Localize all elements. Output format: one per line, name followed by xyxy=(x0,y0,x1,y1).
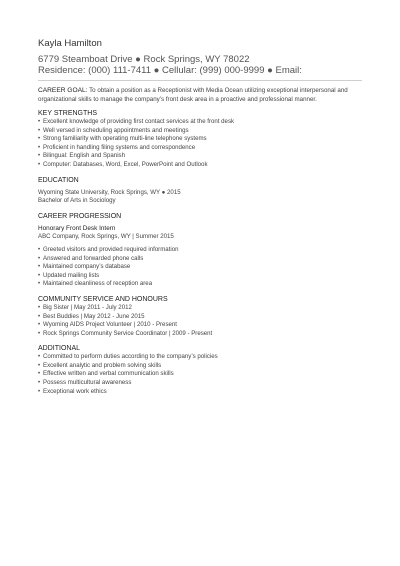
list-item: • Excellent analytic and problem solving skills xyxy=(38,362,362,371)
additional-list xyxy=(38,353,362,396)
career-progression-title: CAREER PROGRESSION xyxy=(38,212,122,220)
community-list xyxy=(38,304,362,338)
list-item: • Committed to perform duties according to the company’s policies xyxy=(38,353,362,362)
list-item: • Bilingual: English and Spanish xyxy=(38,152,362,161)
candidate-name: Kayla Hamilton xyxy=(38,38,102,49)
resume-header xyxy=(38,38,302,76)
header-divider xyxy=(38,80,362,81)
list-item: • Computer: Databases, Word, Excel, PowerPoint and Outlook xyxy=(38,161,362,170)
community-title: COMMUNITY SERVICE AND HONOURS xyxy=(38,295,168,303)
job-title: Honorary Front Desk Intern xyxy=(38,224,116,232)
education-degree: Bachelor of Arts in Sociology xyxy=(38,197,116,205)
career-goal-text: To obtain a position as a Receptionist with Media Ocean utilizing exceptional interpersonal and organizational skills to manage the company’s front desk area in a proactive and professional manner. xyxy=(38,87,348,103)
education-school: Wyoming State University, Rock Springs, WY ● 2015 xyxy=(38,188,181,196)
list-item: • Rock Springs Community Service Coordinator | 2009 - Present xyxy=(38,330,362,339)
list-item: • Possess multicultural awareness xyxy=(38,379,362,388)
address-line: 6779 Steamboat Drive ● Rock Springs, WY 78022 xyxy=(38,54,250,65)
list-item: • Maintained cleanliness of reception area xyxy=(38,280,362,289)
career-progression-list xyxy=(38,246,362,289)
list-item: • Well versed in scheduling appointments and meetings xyxy=(38,127,362,136)
list-item: • Strong familiarity with operating multi-line telephone systems xyxy=(38,135,362,144)
list-item: • Maintained company’s database xyxy=(38,263,362,272)
list-item: • Excellent knowledge of providing first contact services at the front desk xyxy=(38,118,362,127)
job-company: ABC Company, Rock Springs, WY | Summer 2015 xyxy=(38,233,174,241)
career-goal-label: CAREER GOAL: xyxy=(38,87,88,94)
list-item: • Exceptional work ethics xyxy=(38,388,362,397)
key-strengths-list xyxy=(38,118,362,170)
list-item: • Updated mailing lists xyxy=(38,272,362,281)
list-item: • Big Sister | May 2011 - July 2012 xyxy=(38,304,362,313)
career-goal xyxy=(38,87,362,104)
list-item: • Greeted visitors and provided required information xyxy=(38,246,362,255)
list-item: • Proficient in handling filing systems and correspondence xyxy=(38,144,362,153)
list-item: • Wyoming AIDS Project Volunteer | 2010 - Present xyxy=(38,321,362,330)
list-item: • Effective written and verbal communication skills xyxy=(38,370,362,379)
key-strengths-title: KEY STRENGTHS xyxy=(38,110,97,117)
phone-line: Residence: (000) 111-7411 ● Cellular: (999) 000-9999 ● Email: xyxy=(38,65,302,76)
resume-body xyxy=(38,87,362,396)
additional-title: ADDITIONAL xyxy=(38,345,81,353)
education-title: EDUCATION xyxy=(38,176,79,184)
list-item: • Answered and forwarded phone calls xyxy=(38,255,362,264)
list-item: • Best Buddies | May 2012 - June 2015 xyxy=(38,313,362,322)
